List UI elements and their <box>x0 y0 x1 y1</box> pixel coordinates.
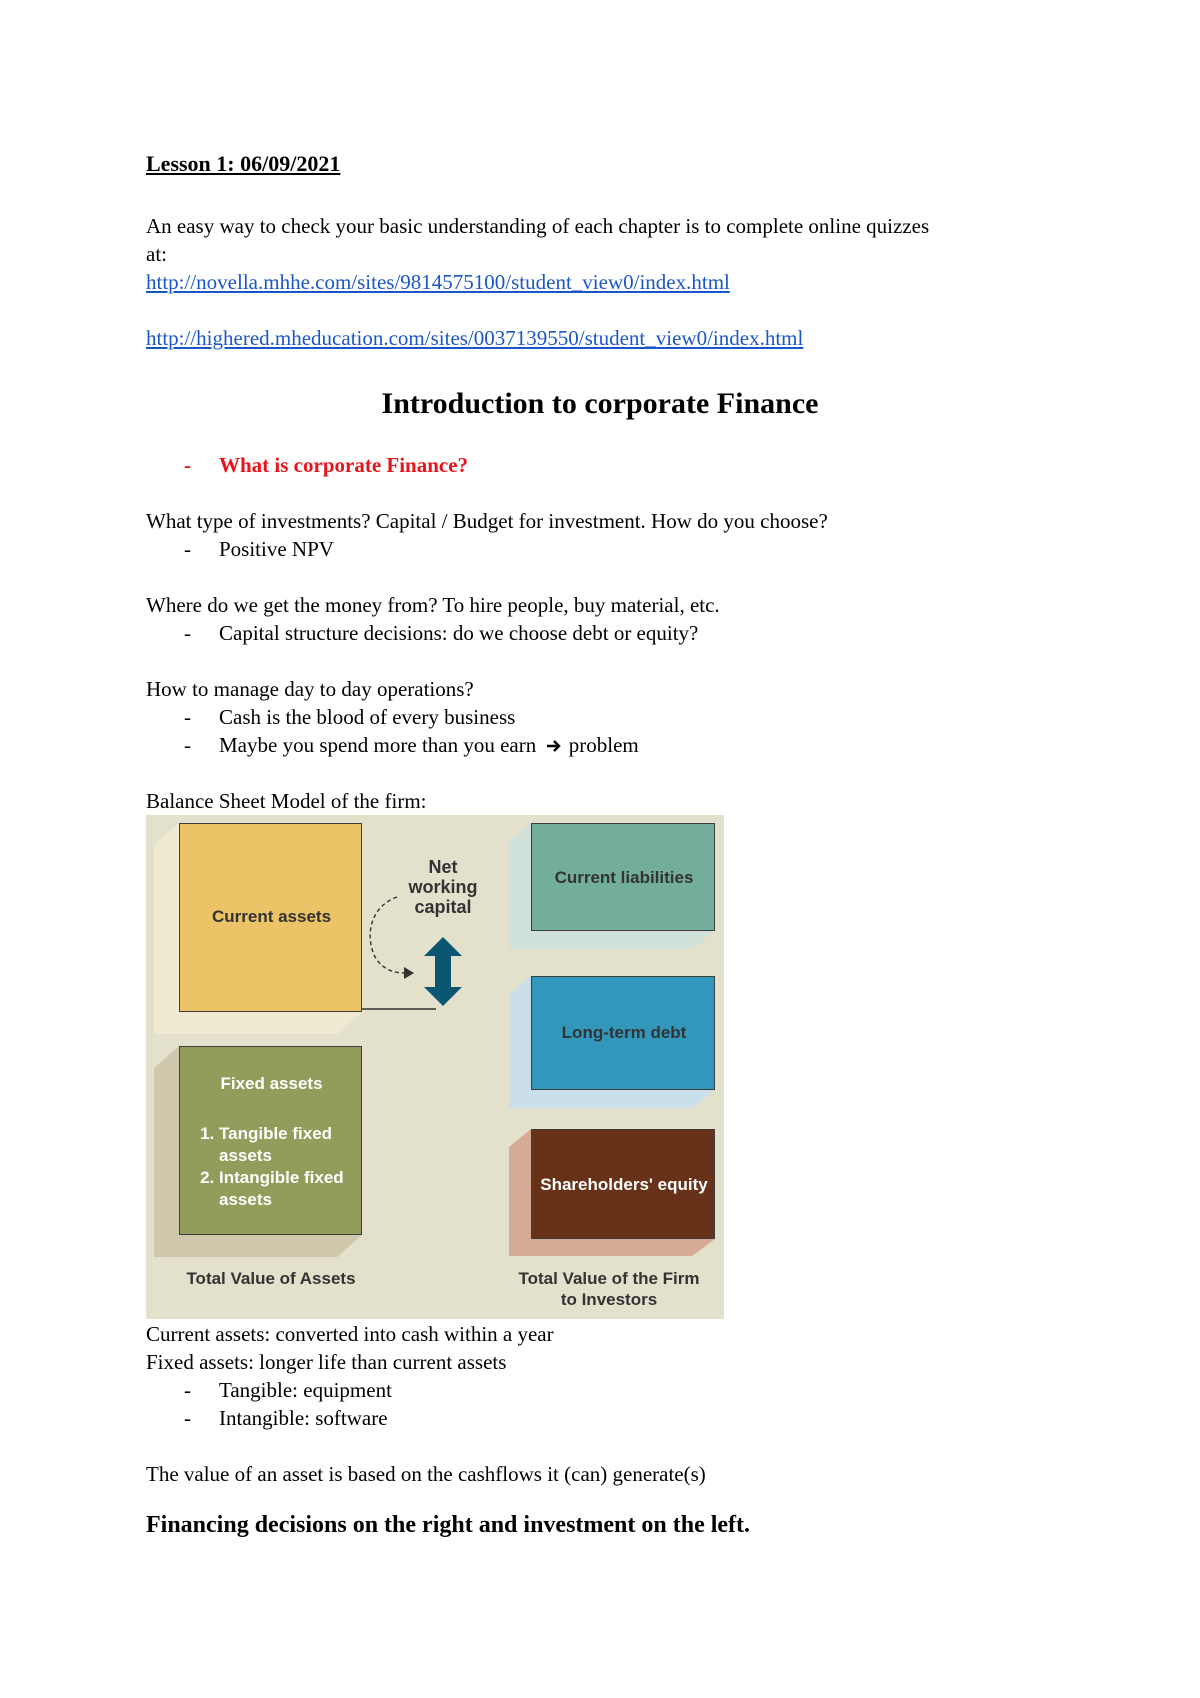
investments-text: What type of investments? Capital / Budget for investment. How do you choose? <box>146 509 828 533</box>
total-firm-label <box>498 1268 720 1310</box>
long-term-debt-box <box>531 976 715 1090</box>
current-assets-label: Current assets <box>211 907 332 926</box>
bullet-dash: - <box>184 705 191 729</box>
intangible-bullet: Intangible: software <box>219 1406 388 1430</box>
shareholders-equity-box <box>531 1129 715 1239</box>
bullet-dash: - <box>184 1378 191 1402</box>
bullet-dash: - <box>184 537 191 561</box>
current-liabilities-label: Current liabilities <box>554 868 694 887</box>
bullet-dash: - <box>184 1406 191 1430</box>
section-heading: Introduction to corporate Finance <box>381 387 819 420</box>
balance-sheet-diagram <box>146 815 724 1319</box>
right-arrow-icon <box>546 739 562 753</box>
value-statement: The value of an asset is based on the cashflows it (can) generate(s) <box>146 1462 706 1486</box>
quiz-link-1[interactable]: http://novella.mhhe.com/sites/9814575100/student_view0/index.html <box>146 270 730 294</box>
money-text: Where do we get the money from? To hire people, buy material, etc. <box>146 593 720 617</box>
bullet-dash: - <box>184 621 191 645</box>
operations-bullet-1: Cash is the blood of every business <box>219 705 516 729</box>
operations-bullet-2-result: problem <box>568 733 639 757</box>
quiz-link-2[interactable]: http://highered.mheducation.com/sites/0037139550/student_view0/index.html <box>146 326 804 350</box>
operations-bullet-2 <box>219 731 639 759</box>
investments-bullet: Positive NPV <box>219 537 334 561</box>
balance-sheet-intro: Balance Sheet Model of the firm: <box>146 789 427 813</box>
current-assets-definition: Current assets: converted into cash within a year <box>146 1322 554 1346</box>
fixed-assets-label: Fixed assets <box>220 1074 323 1093</box>
fixed-assets-box <box>179 1046 362 1235</box>
fixed-assets-list <box>200 1123 361 1211</box>
operations-text: How to manage day to day operations? <box>146 677 474 701</box>
current-liabilities-box <box>531 823 715 931</box>
bullet-dash: - <box>184 453 191 477</box>
lesson-title: Lesson 1: 06/09/2021 <box>146 151 341 176</box>
total-assets-label: Total Value of Assets <box>186 1269 356 1288</box>
net-working-capital-label <box>394 857 492 917</box>
money-bullet: Capital structure decisions: do we choose debt or equity? <box>219 621 699 645</box>
current-assets-box <box>179 823 362 1012</box>
nwc-line-1: Net <box>428 857 458 877</box>
long-term-debt-label: Long-term debt <box>561 1023 687 1042</box>
intro-text-line2: at: <box>146 242 167 266</box>
shareholders-equity-label: Shareholders' equity <box>540 1175 708 1194</box>
total-firm-line-2: to Investors <box>560 1290 658 1309</box>
fixed-assets-item: 2. Intangible fixed assets <box>219 1167 361 1211</box>
nwc-line-3: capital <box>414 897 472 917</box>
operations-bullet-2-text: Maybe you spend more than you earn <box>219 733 537 757</box>
bullet-dash: - <box>184 733 191 757</box>
final-statement: Financing decisions on the right and investment on the left. <box>146 1512 751 1538</box>
double-arrow-icon <box>424 937 462 1006</box>
nwc-line-2: working <box>408 877 478 897</box>
fixed-assets-definition: Fixed assets: longer life than current assets <box>146 1350 507 1374</box>
intro-text-line1: An easy way to check your basic understanding of each chapter is to complete online quizzes <box>146 214 930 238</box>
fixed-assets-item: 1. Tangible fixed assets <box>219 1123 361 1167</box>
total-firm-line-1: Total Value of the Firm <box>518 1269 700 1288</box>
question-text: What is corporate Finance? <box>219 453 469 477</box>
tangible-bullet: Tangible: equipment <box>219 1378 392 1402</box>
